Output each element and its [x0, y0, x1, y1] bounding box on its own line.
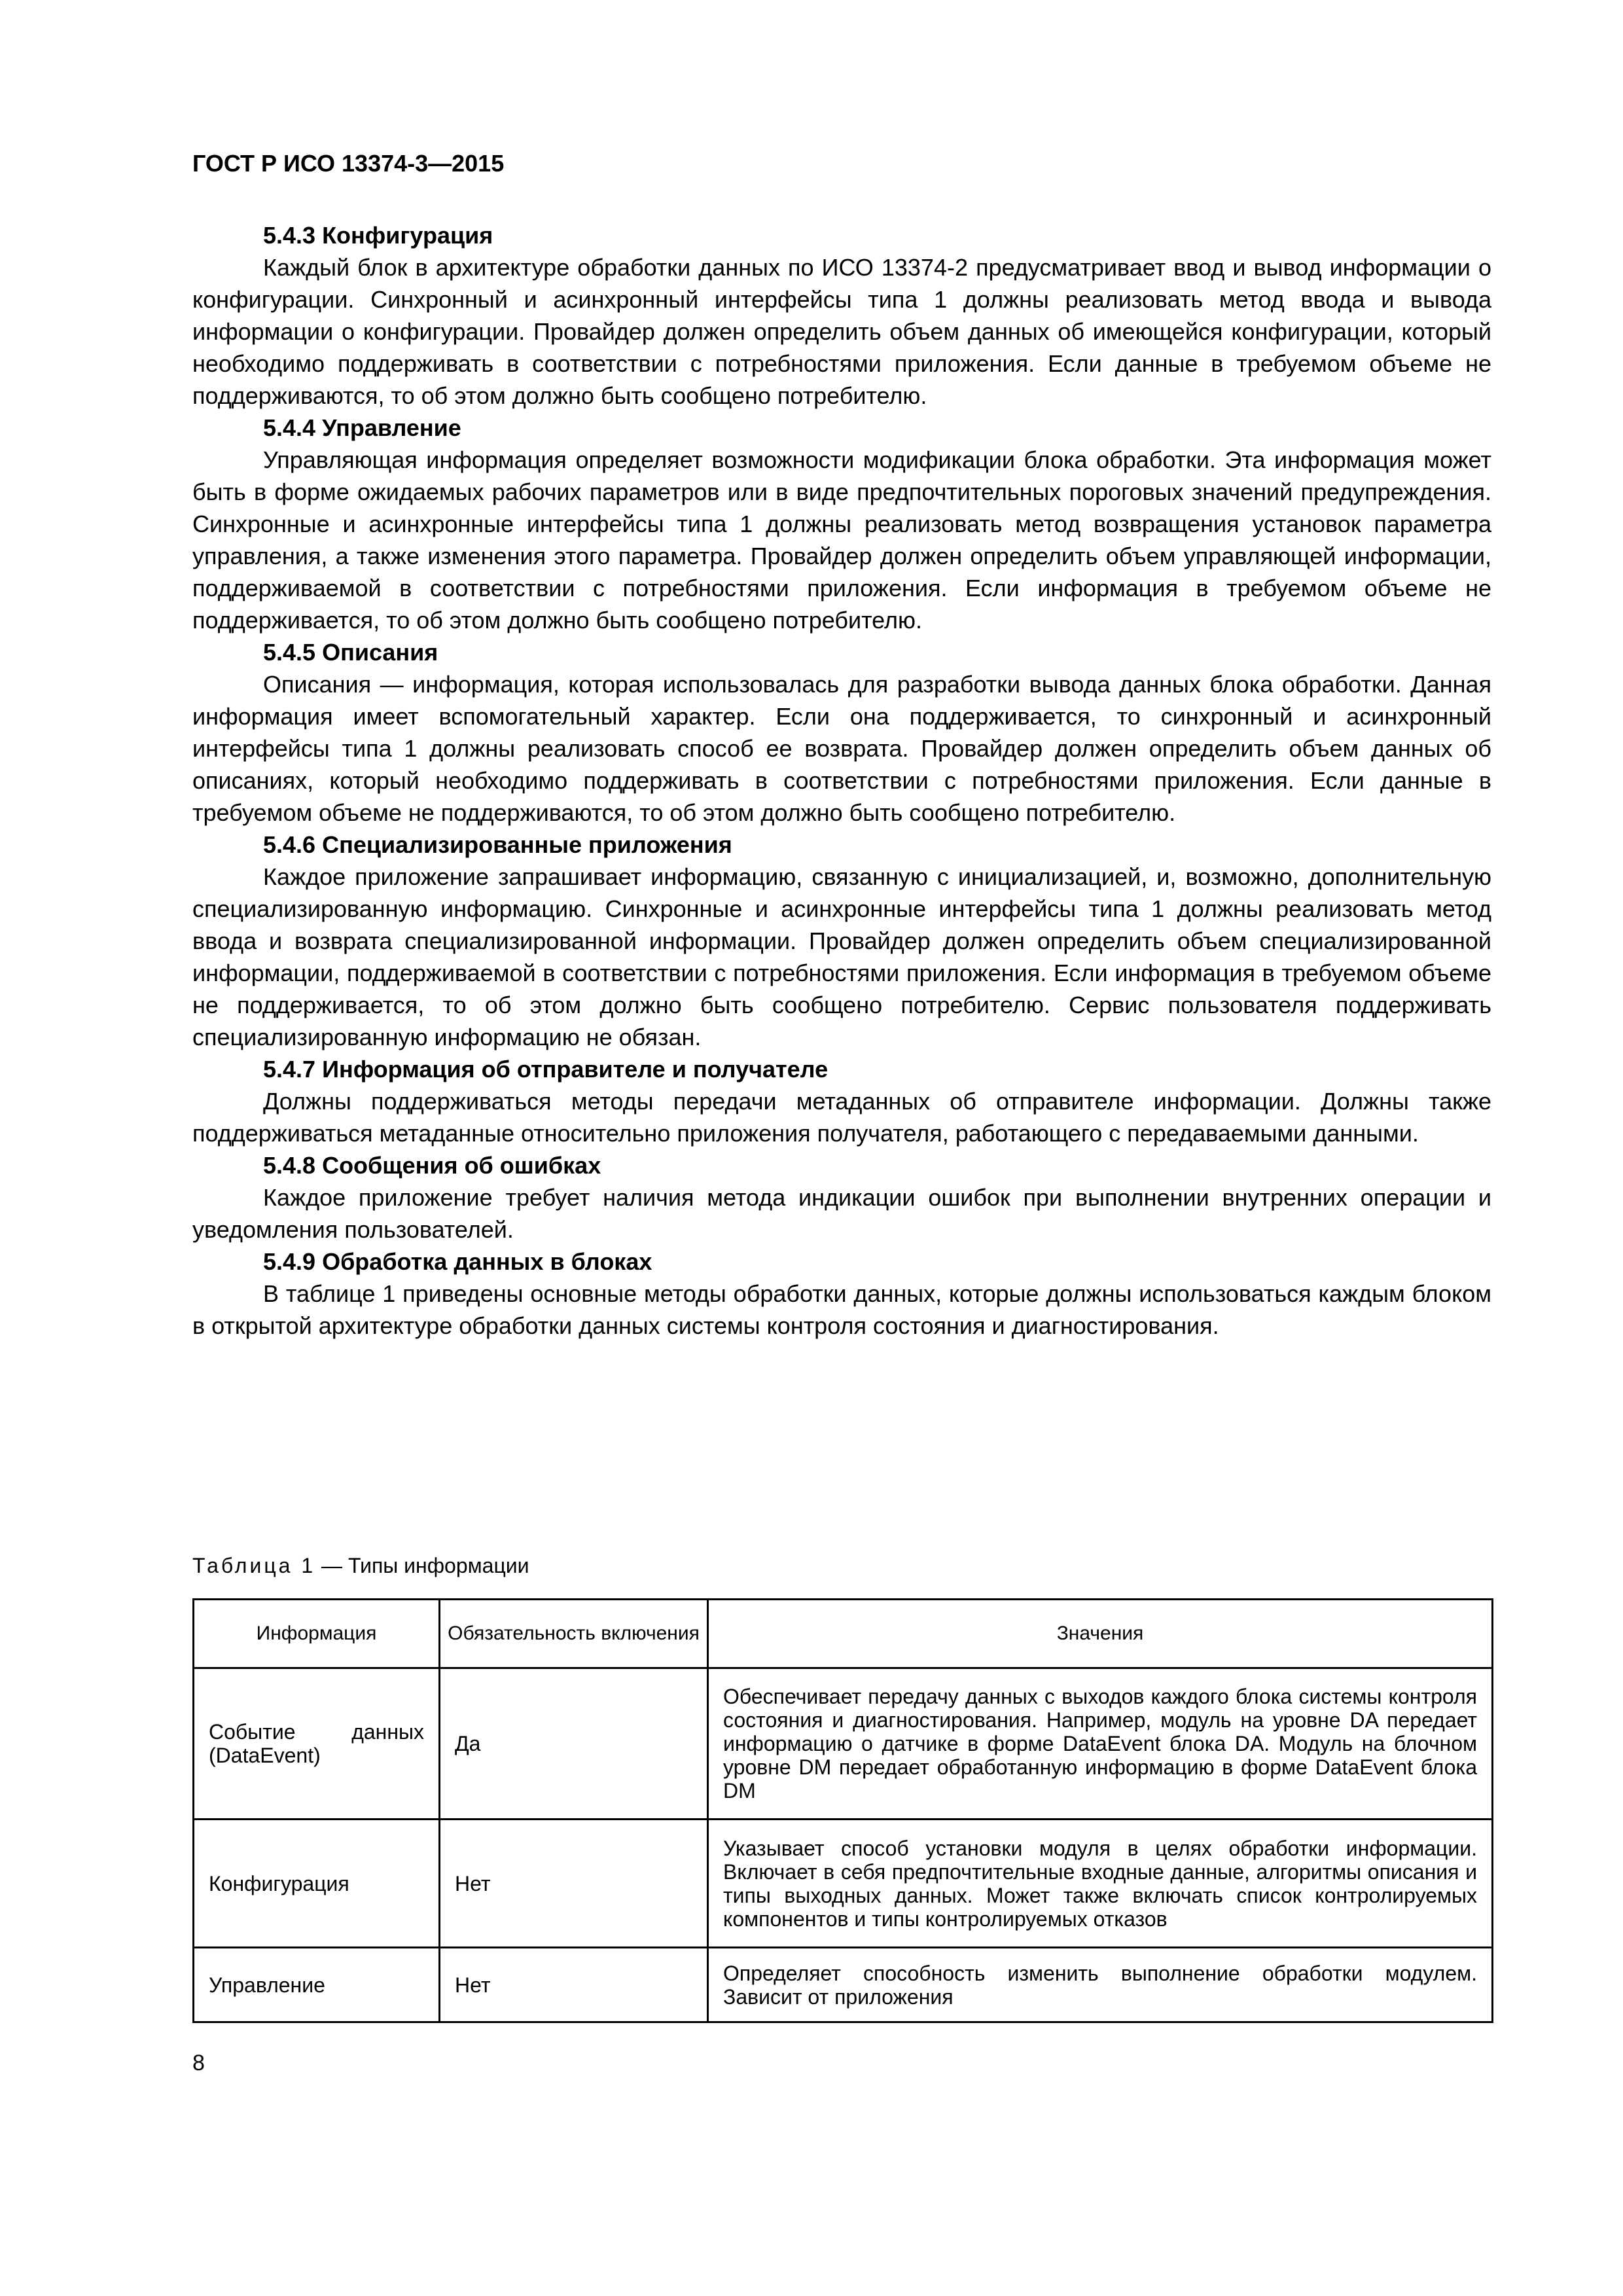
mandatory-cell: Нет [440, 1820, 708, 1948]
table-row [194, 1668, 1493, 1820]
section-paragraph: Описания — информация, которая использовалась для разработки вывода данных блока обработки. Данная информация имеет вспомогательный характер. Если она поддерживается, то синхронный и асинхронный интерфейсы типа 1 должны реализовать способ ее возврата. Провайдер должен определить объем данных об описаниях, который необходимо поддерживать в соответствии с потребностями приложения. Если данные в требуемом объеме не поддерживаются, то об этом должно быть сообщено потребителю. [192, 671, 1491, 826]
table-caption [192, 1552, 529, 1579]
section-5-4-6 [192, 829, 1491, 1053]
values-cell: Определяет способность изменить выполнение обработки модулем. Зависит от приложения [708, 1948, 1493, 2022]
section-heading: 5.4.6 Специализированные приложения [263, 831, 732, 858]
section-5-4-5 [192, 636, 1491, 829]
column-header-mandatory: Обязательность включения [440, 1600, 708, 1668]
document-header: ГОСТ Р ИСО 13374-3—2015 [192, 150, 505, 177]
section-paragraph: Каждый блок в архитектуре обработки данных по ИСО 13374-2 предусматривает ввод и вывод информации о конфигурации. Синхронный и асинхронный интерфейсы типа 1 должны реализовать метод ввода и вывода информации о конфигурации. Провайдер должен определить объем данных об имеющейся конфигурации, который необходимо поддерживать в соответствии с потребностями приложения. Если данные в требуемом объеме не поддерживаются, то об этом должно быть сообщено потребителю. [192, 254, 1491, 409]
information-types-table [192, 1598, 1493, 2023]
values-cell: Обеспечивает передачу данных с выходов каждого блока системы контроля состояния и диагностирования. Например, модуль на уровне DA передает информацию о датчике в форме DataEvent блока DA. Модуль на блочном уровне DM передает обработанную информацию в форме DataEvent блока DM [708, 1668, 1493, 1820]
mandatory-cell: Да [440, 1668, 708, 1820]
table-header-row [194, 1600, 1493, 1668]
info-cell: Конфигурация [194, 1820, 440, 1948]
section-5-4-9 [192, 1246, 1491, 1342]
info-cell: Событие данных (DataEvent) [194, 1668, 440, 1820]
section-paragraph: Каждое приложение требует наличия метода индикации ошибок при выполнении внутренних операции и уведомления пользователей. [192, 1184, 1491, 1243]
section-5-4-7 [192, 1053, 1491, 1149]
page-number: 8 [192, 2051, 205, 2075]
column-header-info: Информация [194, 1600, 440, 1668]
section-5-4-3 [192, 219, 1491, 412]
section-paragraph: В таблице 1 приведены основные методы обработки данных, которые должны использоваться каждым блоком в открытой архитектуре обработки данных системы контроля состояния и диагностирования. [192, 1280, 1491, 1339]
column-header-values: Значения [708, 1600, 1493, 1668]
table-caption-label: Таблица 1 [192, 1554, 316, 1577]
info-cell: Управление [194, 1948, 440, 2022]
table-row [194, 1820, 1493, 1948]
document-body [192, 219, 1491, 1342]
section-paragraph: Должны поддерживаться методы передачи метаданных об отправителе информации. Должны также поддерживаться метаданные относительно приложения получателя, работающего с передаваемыми данными. [192, 1088, 1491, 1147]
table-row [194, 1948, 1493, 2022]
section-heading: 5.4.4 Управление [263, 414, 461, 441]
section-paragraph: Каждое приложение запрашивает информацию, связанную с инициализацией, и, возможно, дополнительную специализированную информацию. Синхронные и асинхронные интерфейсы типа 1 должны реализовать метод ввода и возврата специализированной информации. Провайдер должен определить объем специализированной информации, поддерживаемой в соответствии с потребностями приложения. Если информация в требуемом объеме не поддерживается, то об этом должно быть сообщено потребителю. Сервис пользователя поддерживать специализированную информацию не обязан. [192, 863, 1491, 1050]
values-cell: Указывает способ установки модуля в целях обработки информации. Включает в себя предпочтительные входные данные, алгоритмы описания и типы выходных данных. Может также включать список контролируемых компонентов и типы контролируемых отказов [708, 1820, 1493, 1948]
section-paragraph: Управляющая информация определяет возможности модификации блока обработки. Эта информация может быть в форме ожидаемых рабочих параметров или в виде предпочтительных пороговых значений предупреждения. Синхронные и асинхронные интерфейсы типа 1 должны реализовать метод возвращения установок параметра управления, а также изменения этого параметра. Провайдер должен определить объем управляющей информации, поддерживаемой в соответствии с потребностями приложения. Если информация в требуемом объеме не поддерживается, то об этом должно быть сообщено потребителю. [192, 446, 1491, 634]
section-5-4-4 [192, 412, 1491, 636]
section-heading: 5.4.7 Информация об отправителе и получателе [263, 1056, 829, 1083]
table-caption-text: — Типы информации [315, 1554, 529, 1577]
section-heading: 5.4.8 Сообщения об ошибках [263, 1152, 601, 1179]
section-5-4-8 [192, 1149, 1491, 1246]
section-heading: 5.4.5 Описания [263, 639, 438, 666]
section-heading: 5.4.3 Конфигурация [263, 222, 493, 249]
mandatory-cell: Нет [440, 1948, 708, 2022]
section-heading: 5.4.9 Обработка данных в блоках [263, 1248, 652, 1275]
